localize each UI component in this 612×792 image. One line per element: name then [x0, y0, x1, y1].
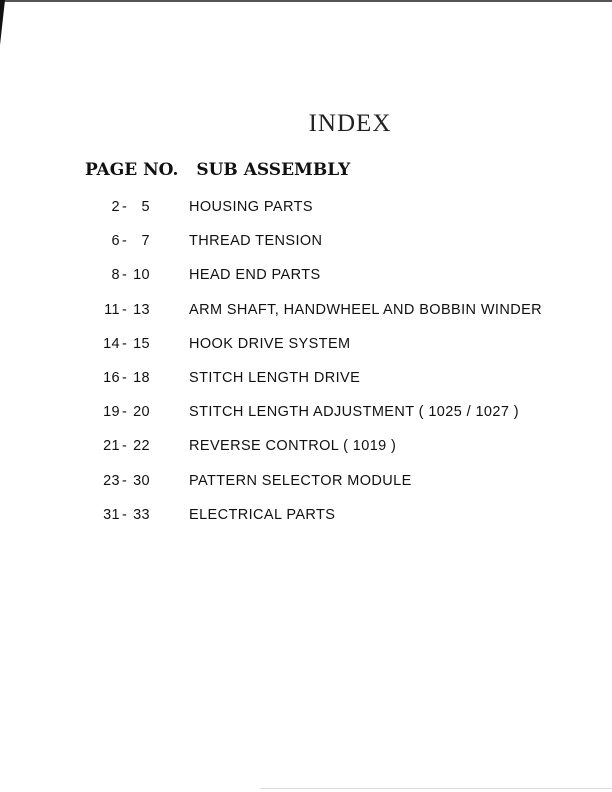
sub-assembly-name: STITCH LENGTH DRIVE	[189, 370, 361, 386]
page-to: 18	[133, 370, 150, 386]
page-from: 2	[111, 199, 120, 215]
page-from: 23	[103, 472, 120, 489]
column-header	[85, 160, 362, 180]
page-to: 22	[133, 438, 150, 455]
index-row	[0, 507, 612, 527]
sub-assembly-name: HOUSING PARTS	[189, 199, 313, 215]
page-from: 19	[103, 404, 120, 421]
index-row	[0, 473, 612, 493]
page-from: 21	[103, 438, 120, 455]
page-range-dash: -	[122, 404, 128, 421]
page-to: 5	[141, 199, 150, 215]
header-sub-assembly: SUB ASSEMBLY	[196, 160, 351, 180]
page-to: 33	[133, 506, 150, 523]
page-to: 10	[133, 267, 150, 284]
page-to: 15	[133, 335, 150, 352]
sub-assembly-name: ELECTRICAL PARTS	[189, 506, 336, 523]
page-range-dash: -	[122, 370, 128, 386]
scan-bottom-edge	[260, 788, 612, 789]
sub-assembly-name: HOOK DRIVE SYSTEM	[189, 335, 351, 352]
page-from: 6	[111, 233, 120, 250]
page-to: 20	[133, 404, 150, 421]
page-from: 31	[103, 506, 120, 523]
page-from: 16	[103, 370, 120, 386]
page-to: 7	[141, 233, 150, 250]
page-range-dash: -	[122, 506, 128, 523]
page-to: 30	[133, 472, 150, 489]
index-row	[0, 233, 612, 253]
scan-top-edge	[0, 0, 612, 2]
page-from: 11	[104, 301, 120, 318]
index-row	[0, 370, 612, 390]
page-range-dash: -	[122, 335, 128, 352]
sub-assembly-name: HEAD END PARTS	[189, 267, 321, 284]
sub-assembly-name: REVERSE CONTROL ( 1019 )	[189, 438, 397, 455]
sub-assembly-name: THREAD TENSION	[189, 233, 323, 250]
sub-assembly-name: PATTERN SELECTOR MODULE	[189, 472, 412, 489]
page-title: INDEX	[308, 110, 392, 137]
page-from: 14	[103, 335, 120, 352]
index-row	[0, 199, 612, 219]
page-range-dash: -	[122, 472, 128, 489]
page-range-dash: -	[122, 267, 128, 284]
sub-assembly-name: STITCH LENGTH ADJUSTMENT ( 1025 / 1027 )	[189, 404, 519, 421]
page-range-dash: -	[122, 233, 128, 250]
page-to: 13	[133, 301, 150, 318]
index-row	[0, 438, 612, 458]
index-row	[0, 404, 612, 424]
page-from: 8	[111, 267, 120, 284]
index-row	[0, 267, 612, 287]
page-range-dash: -	[122, 199, 128, 215]
index-row	[0, 336, 612, 356]
header-page-no: PAGE NO.	[85, 160, 179, 180]
sub-assembly-name: ARM SHAFT, HANDWHEEL AND BOBBIN WINDER	[189, 301, 543, 318]
index-row	[0, 302, 612, 322]
scan-corner-mark	[0, 0, 5, 45]
page-range-dash: -	[122, 301, 128, 318]
page-range-dash: -	[122, 438, 128, 455]
